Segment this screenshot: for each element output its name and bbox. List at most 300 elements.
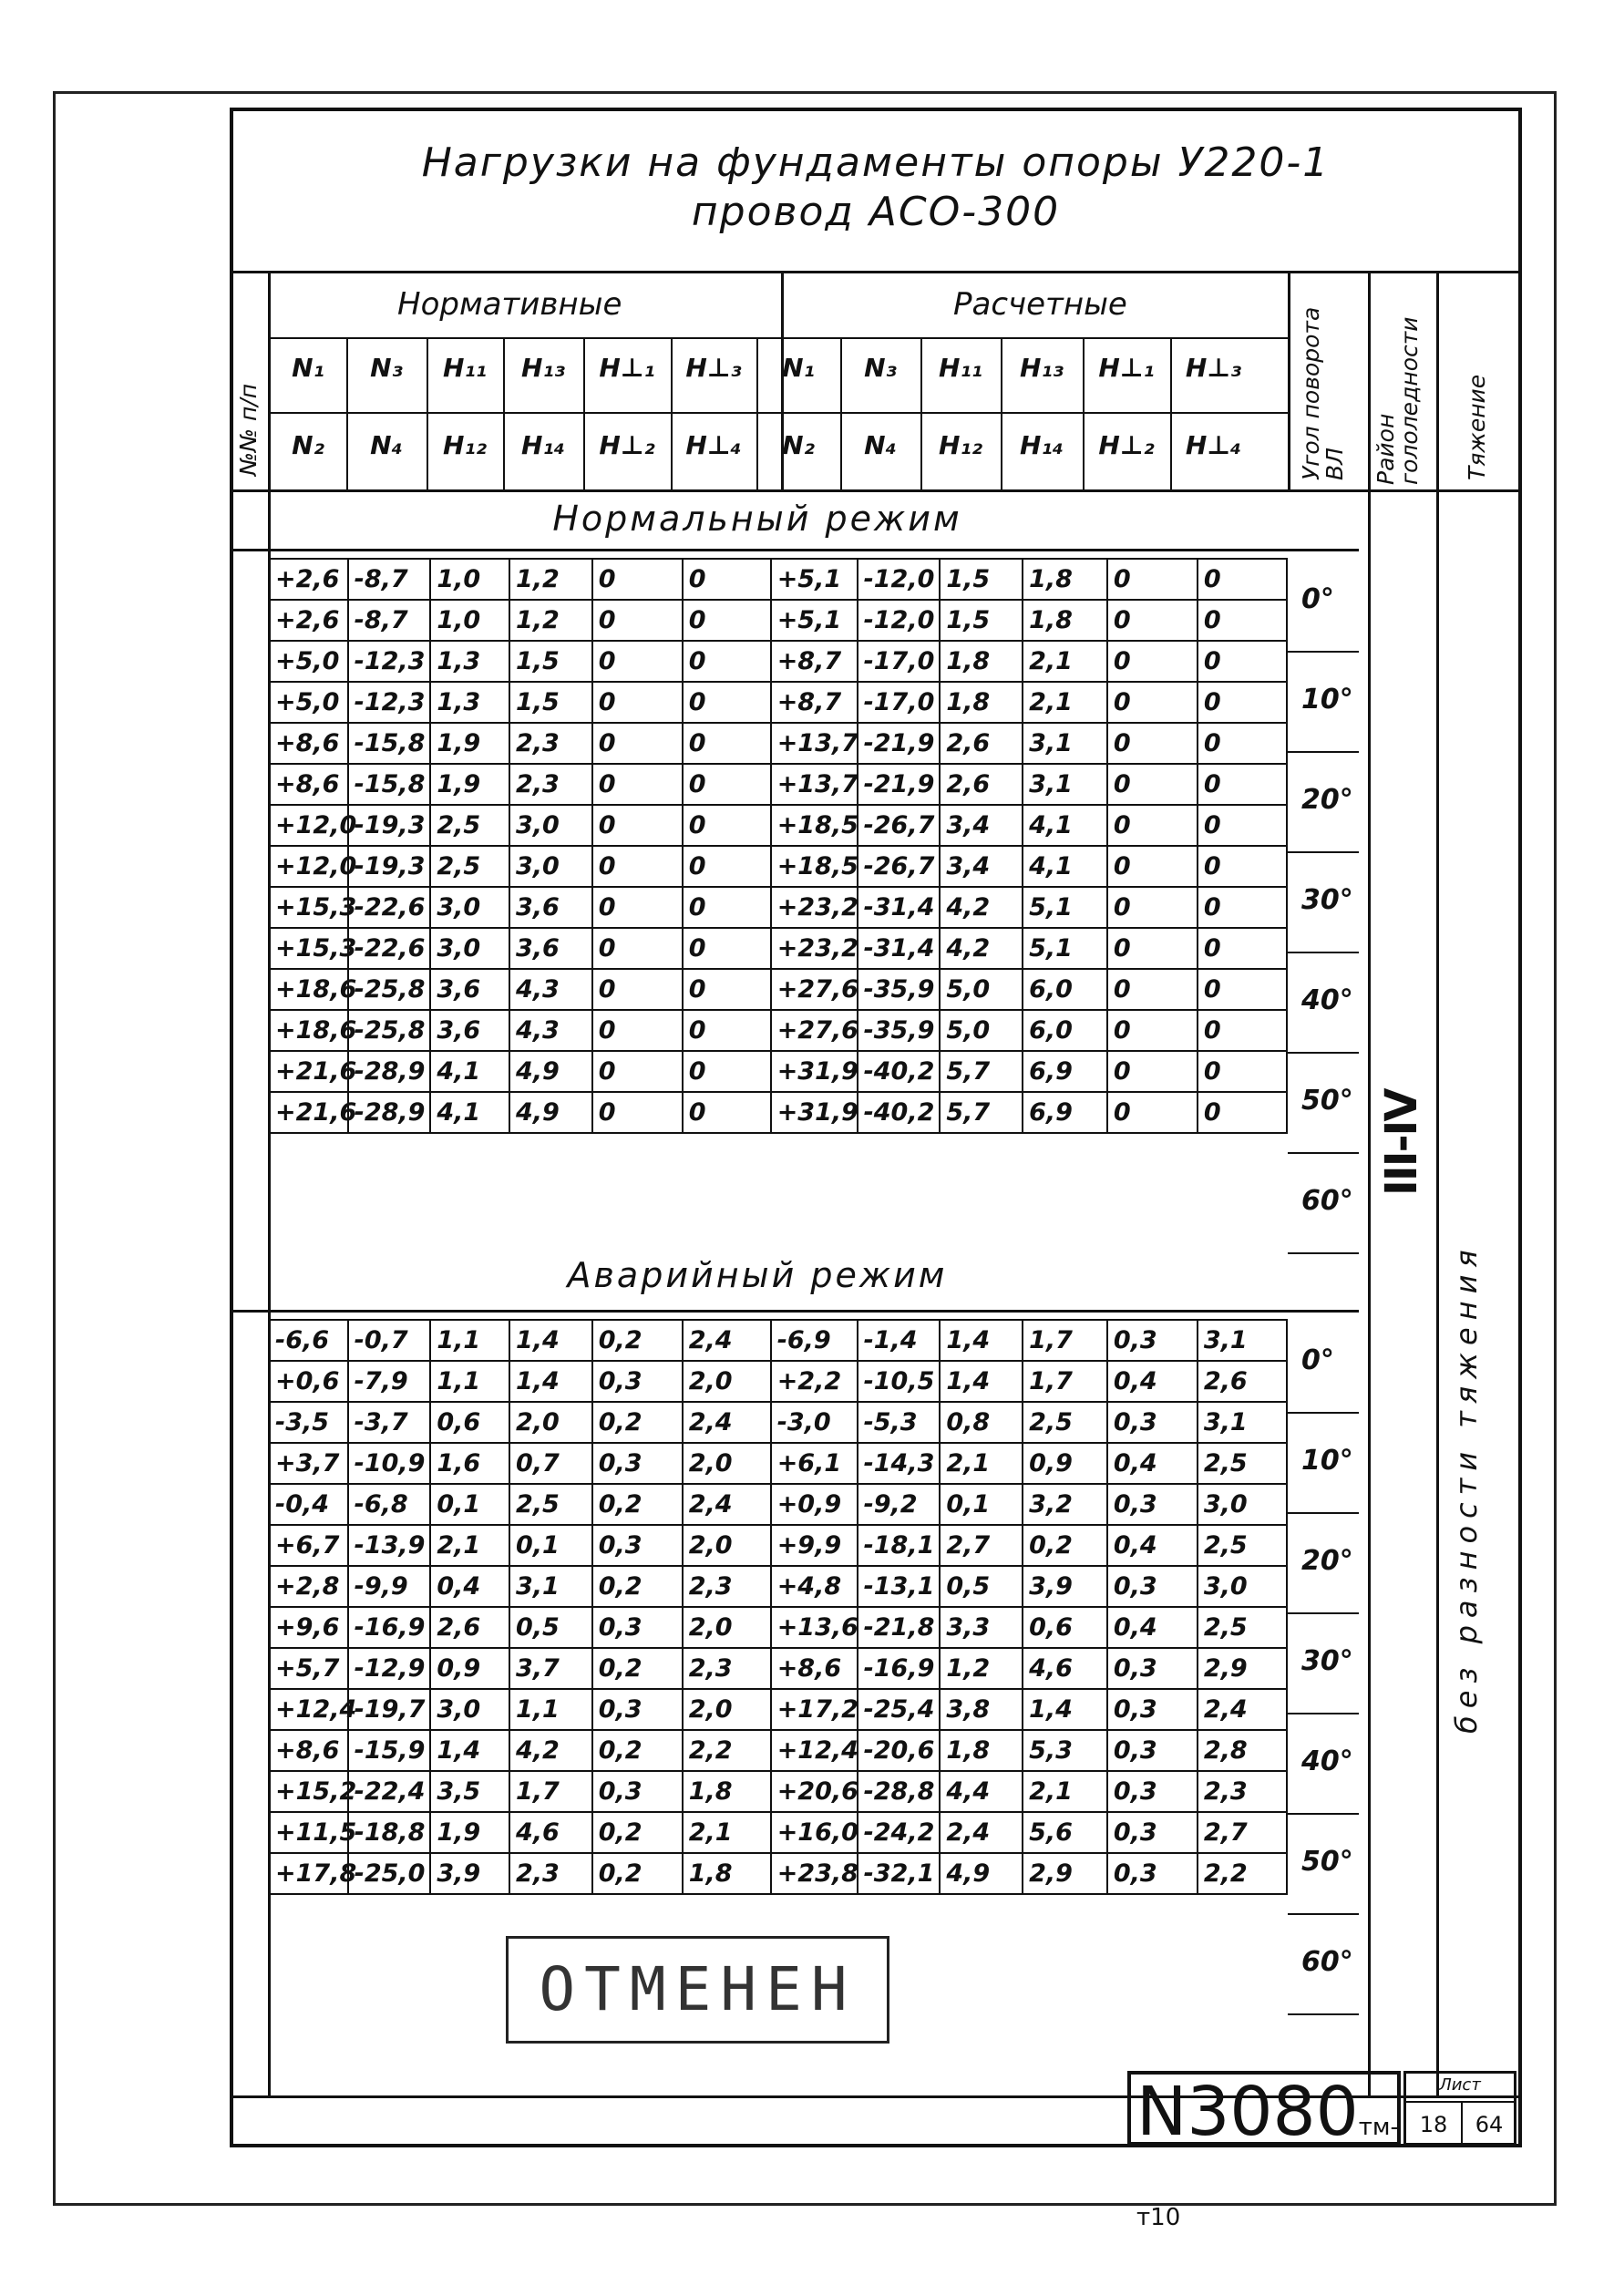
rotation-angle: 30°	[1301, 1645, 1353, 1677]
table-cell: 1,5	[940, 600, 1023, 641]
table-cell: -15,8	[348, 764, 431, 805]
table-cell: 0,6	[430, 1402, 509, 1443]
table-cell: 1,0	[430, 559, 509, 600]
table-cell: 0,1	[509, 1525, 592, 1566]
table-cell: 0	[592, 928, 683, 969]
table-cell: 1,9	[430, 723, 509, 764]
angle-divider	[1288, 2013, 1359, 2015]
table-cell: -24,2	[858, 1812, 941, 1853]
table-cell: -12,0	[858, 600, 941, 641]
table-cell: 0	[592, 887, 683, 928]
table-cell: -26,7	[858, 805, 941, 846]
ice-region-label: Район гололедности	[1372, 316, 1423, 485]
column-header: H₁₄	[1020, 430, 1064, 460]
table-cell: 2,3	[509, 1853, 592, 1894]
table-cell: 5,1	[1023, 887, 1107, 928]
table-cell: 0	[592, 641, 683, 682]
table-cell: 2,3	[683, 1566, 771, 1607]
table-cell: 0	[1107, 1092, 1198, 1133]
table-cell: 2,4	[1198, 1689, 1287, 1730]
column-header-divider	[920, 337, 922, 489]
table-cell: 0,5	[509, 1607, 592, 1648]
table-cell: 1,2	[509, 559, 592, 600]
table-cell: 0,4	[1107, 1525, 1198, 1566]
table-cell: 3,0	[509, 846, 592, 887]
column-header-divider	[840, 337, 842, 489]
table-cell: 2,9	[1023, 1853, 1107, 1894]
table-row	[269, 1010, 1287, 1051]
table-cell: +5,0	[269, 641, 348, 682]
table-cell: 0	[1107, 559, 1198, 600]
table-cell: 0	[592, 600, 683, 641]
table-cell: +3,7	[269, 1443, 348, 1484]
table-cell: 2,0	[683, 1689, 771, 1730]
table-cell: -12,3	[348, 641, 431, 682]
table-cell: 1,7	[1023, 1361, 1107, 1402]
table-row	[269, 1566, 1287, 1607]
table-cell: -12,3	[348, 682, 431, 723]
table-cell: 1,2	[940, 1648, 1023, 1689]
table-cell: 0,9	[430, 1648, 509, 1689]
table-cell: 0	[683, 600, 771, 641]
table-cell: 0,3	[1107, 1566, 1198, 1607]
table-cell: +15,2	[269, 1771, 348, 1812]
table-cell: 0,2	[592, 1812, 683, 1853]
column-header: H₁₁	[443, 353, 487, 383]
table-cell: 2,7	[1198, 1812, 1287, 1853]
table-row	[269, 1051, 1287, 1092]
document-number	[1127, 2071, 1401, 2231]
table-cell: 0	[683, 723, 771, 764]
rotation-angle: 10°	[1301, 684, 1353, 716]
table-cell: +31,9	[771, 1092, 858, 1133]
column-header: N₄	[370, 430, 403, 460]
table-cell: 4,1	[430, 1051, 509, 1092]
table-cell: 3,6	[430, 1010, 509, 1051]
angle-divider	[1288, 1052, 1359, 1054]
table-cell: 0	[683, 887, 771, 928]
table-cell: 2,4	[683, 1320, 771, 1361]
rotation-angle: 50°	[1301, 1085, 1353, 1117]
table-cell: -10,9	[348, 1443, 431, 1484]
table-cell: -17,0	[858, 641, 941, 682]
table-row	[269, 1689, 1287, 1730]
table-cell: -40,2	[858, 1092, 941, 1133]
table-cell: +18,6	[269, 1010, 348, 1051]
table-cell: -12,9	[348, 1648, 431, 1689]
table-cell: 0	[1198, 764, 1287, 805]
table-cell: +8,6	[269, 764, 348, 805]
table-row	[269, 1648, 1287, 1689]
table-cell: 5,7	[940, 1051, 1023, 1092]
table-cell: -40,2	[858, 1051, 941, 1092]
table-cell: 2,6	[1198, 1361, 1287, 1402]
table-cell: +13,7	[771, 723, 858, 764]
table-cell: 0	[1198, 1092, 1287, 1133]
table-row	[269, 641, 1287, 682]
sheet-number-box	[1403, 2071, 1516, 2146]
table-cell: 0,3	[592, 1525, 683, 1566]
table-cell: +15,3	[269, 928, 348, 969]
table-cell: -28,8	[858, 1771, 941, 1812]
table-cell: -31,4	[858, 928, 941, 969]
table-cell: -25,0	[348, 1853, 431, 1894]
table-cell: -13,1	[858, 1566, 941, 1607]
table-cell: 2,9	[1198, 1648, 1287, 1689]
table-cell: +8,7	[771, 641, 858, 682]
column-header-divider	[671, 337, 673, 489]
table-cell: 1,8	[683, 1771, 771, 1812]
table-cell: +13,7	[771, 764, 858, 805]
rotation-angle: 40°	[1301, 984, 1353, 1016]
table-cell: +12,0	[269, 846, 348, 887]
table-cell: 3,9	[430, 1853, 509, 1894]
table-cell: 0	[1198, 1010, 1287, 1051]
table-cell: 0,2	[592, 1566, 683, 1607]
tension-note: без разности тяжения	[1449, 1242, 1484, 1734]
table-cell: 2,2	[683, 1730, 771, 1771]
table-cell: +27,6	[771, 969, 858, 1010]
table-cell: 3,0	[430, 928, 509, 969]
table-cell: -21,8	[858, 1607, 941, 1648]
rotation-angle: 40°	[1301, 1745, 1353, 1777]
table-cell: 5,1	[1023, 928, 1107, 969]
table-cell: 0,2	[592, 1730, 683, 1771]
table-cell: 5,7	[940, 1092, 1023, 1133]
column-header: N₁	[292, 353, 324, 383]
table-cell: -1,4	[858, 1320, 941, 1361]
table-cell: 2,0	[683, 1361, 771, 1402]
table-row	[269, 846, 1287, 887]
table-cell: +4,8	[771, 1566, 858, 1607]
table-cell: -8,7	[348, 559, 431, 600]
table-cell: 3,1	[509, 1566, 592, 1607]
doc-number-main: N3080	[1136, 2073, 1359, 2151]
table-cell: -35,9	[858, 969, 941, 1010]
table-cell: +8,6	[269, 1730, 348, 1771]
table-cell: 0	[1107, 723, 1198, 764]
table-cell: 3,0	[430, 887, 509, 928]
table-cell: 1,1	[509, 1689, 592, 1730]
table-cell: +8,6	[771, 1648, 858, 1689]
table-cell: 0	[683, 928, 771, 969]
sheet-label: Лист	[1439, 2075, 1481, 2095]
table-cell: 0,2	[592, 1402, 683, 1443]
table-cell: 0,3	[1107, 1484, 1198, 1525]
table-cell: -12,0	[858, 559, 941, 600]
table-cell: 0	[683, 805, 771, 846]
table-cell: 1,8	[1023, 559, 1107, 600]
rotation-angle: 0°	[1301, 1344, 1334, 1376]
table-cell: 1,9	[430, 764, 509, 805]
table-cell: 1,1	[430, 1320, 509, 1361]
table-cell: -15,9	[348, 1730, 431, 1771]
table-cell: 3,7	[509, 1648, 592, 1689]
table-cell: -9,2	[858, 1484, 941, 1525]
table-cell: 1,8	[940, 682, 1023, 723]
table-cell: 2,6	[940, 723, 1023, 764]
table-cell: 0	[683, 1010, 771, 1051]
table-cell: 0	[1198, 1051, 1287, 1092]
table-cell: +0,9	[771, 1484, 858, 1525]
table-row	[269, 1853, 1287, 1894]
table-cell: 1,4	[509, 1361, 592, 1402]
table-cell: 0,3	[592, 1689, 683, 1730]
table-cell: 0	[592, 805, 683, 846]
table-cell: 0,5	[940, 1566, 1023, 1607]
table-cell: 4,2	[940, 887, 1023, 928]
table-cell: 3,0	[430, 1689, 509, 1730]
table-cell: -21,9	[858, 723, 941, 764]
table-cell: 2,1	[1023, 682, 1107, 723]
table-cell: -7,9	[348, 1361, 431, 1402]
column-header: H⊥₂	[599, 430, 655, 460]
table-cell: 0,3	[592, 1607, 683, 1648]
table-cell: 0,3	[1107, 1689, 1198, 1730]
table-cell: -25,4	[858, 1689, 941, 1730]
angle-divider	[1288, 1512, 1359, 1514]
table-cell: 0	[683, 969, 771, 1010]
table-cell: 2,6	[940, 764, 1023, 805]
table-cell: 3,6	[509, 887, 592, 928]
header-sub-divider	[268, 337, 1288, 339]
table-row	[269, 764, 1287, 805]
emergency-mode-label: Аварийный режим	[567, 1255, 948, 1295]
table-cell: 3,1	[1023, 723, 1107, 764]
angle-col-label: Угол поворота ВЛ	[1298, 306, 1348, 480]
table-cell: 2,4	[940, 1812, 1023, 1853]
column-header: N₃	[864, 353, 897, 383]
table-cell: 0,1	[940, 1484, 1023, 1525]
table-cell: 3,4	[940, 846, 1023, 887]
table-cell: 0,3	[592, 1771, 683, 1812]
rotation-angle: 60°	[1301, 1185, 1353, 1217]
emergency-mode-table	[268, 1319, 1288, 1895]
table-cell: 0,3	[1107, 1402, 1198, 1443]
table-cell: 0,4	[1107, 1607, 1198, 1648]
table-cell: 2,5	[1023, 1402, 1107, 1443]
rotation-angle: 0°	[1301, 583, 1334, 615]
table-cell: 1,0	[430, 600, 509, 641]
table-row	[269, 1525, 1287, 1566]
table-cell: +23,2	[771, 928, 858, 969]
column-header-divider	[503, 337, 505, 489]
table-cell: 0,3	[592, 1443, 683, 1484]
table-cell: 3,6	[509, 928, 592, 969]
table-cell: 0	[592, 1051, 683, 1092]
table-row	[269, 1730, 1287, 1771]
table-row	[269, 805, 1287, 846]
table-cell: -16,9	[348, 1607, 431, 1648]
table-cell: 2,4	[683, 1484, 771, 1525]
table-cell: 0	[683, 559, 771, 600]
table-cell: -22,6	[348, 887, 431, 928]
table-cell: 0	[1107, 641, 1198, 682]
table-cell: +18,6	[269, 969, 348, 1010]
column-header-divider	[583, 337, 585, 489]
table-cell: 4,1	[1023, 846, 1107, 887]
table-cell: 0	[592, 559, 683, 600]
table-cell: 2,1	[940, 1443, 1023, 1484]
table-cell: 5,3	[1023, 1730, 1107, 1771]
table-cell: +12,0	[269, 805, 348, 846]
table-cell: +17,8	[269, 1853, 348, 1894]
table-cell: 0	[1107, 969, 1198, 1010]
table-cell: -32,1	[858, 1853, 941, 1894]
table-cell: 2,3	[1198, 1771, 1287, 1812]
table-cell: 0,9	[1023, 1443, 1107, 1484]
table-cell: +12,4	[269, 1689, 348, 1730]
table-cell: 4,6	[509, 1812, 592, 1853]
table-cell: 0	[592, 764, 683, 805]
table-row	[269, 928, 1287, 969]
angle-divider	[1288, 1152, 1359, 1154]
table-cell: -18,1	[858, 1525, 941, 1566]
table-cell: +5,0	[269, 682, 348, 723]
table-cell: 3,0	[1198, 1566, 1287, 1607]
table-cell: 4,9	[509, 1092, 592, 1133]
table-cell: +5,1	[771, 559, 858, 600]
table-cell: 3,8	[940, 1689, 1023, 1730]
table-cell: 0	[1198, 846, 1287, 887]
rotation-angle: 60°	[1301, 1946, 1353, 1978]
table-cell: -35,9	[858, 1010, 941, 1051]
table-cell: 0	[683, 846, 771, 887]
table-cell: 3,1	[1023, 764, 1107, 805]
column-header-divider	[346, 337, 348, 489]
table-cell: 1,3	[430, 641, 509, 682]
table-cell: 2,0	[683, 1607, 771, 1648]
table-cell: 1,8	[1023, 600, 1107, 641]
region-col-line	[1368, 271, 1371, 2095]
table-cell: 2,3	[683, 1648, 771, 1689]
rotation-angle: 50°	[1301, 1846, 1353, 1878]
table-cell: 0	[1107, 1051, 1198, 1092]
table-cell: 0	[592, 723, 683, 764]
table-cell: +17,2	[771, 1689, 858, 1730]
table-cell: 0,2	[1023, 1525, 1107, 1566]
table-cell: 2,4	[683, 1402, 771, 1443]
table-cell: 0	[1107, 846, 1198, 887]
table-cell: 0	[1107, 1010, 1198, 1051]
rotation-angle: 10°	[1301, 1445, 1353, 1477]
column-header: H⊥₃	[685, 353, 742, 383]
table-cell: +13,6	[771, 1607, 858, 1648]
table-cell: 6,9	[1023, 1092, 1107, 1133]
table-cell: 0	[592, 1010, 683, 1051]
table-cell: 0,3	[1107, 1320, 1198, 1361]
table-cell: 0,2	[592, 1484, 683, 1525]
rotation-angle: 20°	[1301, 784, 1353, 816]
table-cell: 0,3	[1107, 1812, 1198, 1853]
table-cell: 1,8	[683, 1853, 771, 1894]
table-row	[269, 1361, 1287, 1402]
table-cell: -20,6	[858, 1730, 941, 1771]
rotation-angle: 20°	[1301, 1545, 1353, 1577]
table-cell: 1,3	[430, 682, 509, 723]
drawing-sheet	[230, 108, 1522, 2147]
table-cell: -25,8	[348, 1010, 431, 1051]
column-header-divider	[427, 337, 428, 489]
table-cell: 0,2	[592, 1320, 683, 1361]
table-cell: 0	[592, 846, 683, 887]
table-cell: 0	[683, 1092, 771, 1133]
table-cell: 2,2	[1198, 1853, 1287, 1894]
table-cell: 5,6	[1023, 1812, 1107, 1853]
table-cell: 1,4	[509, 1320, 592, 1361]
table-cell: 0,6	[1023, 1607, 1107, 1648]
table-cell: 3,1	[1198, 1320, 1287, 1361]
table-cell: +16,0	[771, 1812, 858, 1853]
table-cell: +6,1	[771, 1443, 858, 1484]
table-cell: +8,6	[269, 723, 348, 764]
table-cell: -19,3	[348, 805, 431, 846]
column-header-divider	[1083, 337, 1085, 489]
table-cell: -14,3	[858, 1443, 941, 1484]
table-cell: -26,7	[858, 846, 941, 887]
table-cell: +15,3	[269, 887, 348, 928]
table-cell: 0	[1198, 969, 1287, 1010]
table-cell: 1,8	[940, 641, 1023, 682]
table-cell: 0	[1107, 764, 1198, 805]
table-cell: 0	[592, 969, 683, 1010]
table-cell: +18,5	[771, 846, 858, 887]
table-cell: 0,4	[1107, 1361, 1198, 1402]
table-cell: +2,6	[269, 559, 348, 600]
table-cell: 2,0	[509, 1402, 592, 1443]
table-cell: -0,4	[269, 1484, 348, 1525]
table-cell: 2,1	[430, 1525, 509, 1566]
table-cell: +2,8	[269, 1566, 348, 1607]
angle-divider	[1288, 1612, 1359, 1614]
table-cell: 1,6	[430, 1443, 509, 1484]
angle-divider	[1288, 651, 1359, 653]
table-cell: 0,3	[1107, 1853, 1198, 1894]
table-cell: 1,4	[430, 1730, 509, 1771]
table-cell: +18,5	[771, 805, 858, 846]
table-cell: 0	[1107, 887, 1198, 928]
table-cell: 1,9	[430, 1812, 509, 1853]
table-cell: 0,4	[1107, 1443, 1198, 1484]
table-cell: 0	[683, 682, 771, 723]
table-cell: +5,1	[771, 600, 858, 641]
table-cell: 4,9	[509, 1051, 592, 1092]
angle-divider	[1288, 851, 1359, 853]
table-cell: +5,7	[269, 1648, 348, 1689]
table-cell: 0,3	[1107, 1648, 1198, 1689]
column-header: N₂	[292, 430, 324, 460]
column-header: H⊥₃	[1185, 353, 1242, 383]
title-line-2: провод АСО-300	[691, 189, 1061, 235]
table-cell: 2,1	[1023, 641, 1107, 682]
table-cell: 2,5	[430, 846, 509, 887]
table-cell: 3,5	[430, 1771, 509, 1812]
angle-divider	[1288, 1412, 1359, 1414]
column-header: H⊥₁	[1098, 353, 1155, 383]
column-header: N₃	[370, 353, 403, 383]
table-cell: 1,8	[940, 1730, 1023, 1771]
table-cell: 1,4	[940, 1361, 1023, 1402]
table-cell: 0	[683, 641, 771, 682]
table-cell: 0	[683, 764, 771, 805]
table-cell: 4,2	[509, 1730, 592, 1771]
table-cell: 1,7	[509, 1771, 592, 1812]
table-cell: -13,9	[348, 1525, 431, 1566]
table-cell: 1,7	[1023, 1320, 1107, 1361]
table-cell: -0,7	[348, 1320, 431, 1361]
column-header: N₂	[782, 430, 815, 460]
emergency-mode-divider	[233, 1310, 1359, 1313]
